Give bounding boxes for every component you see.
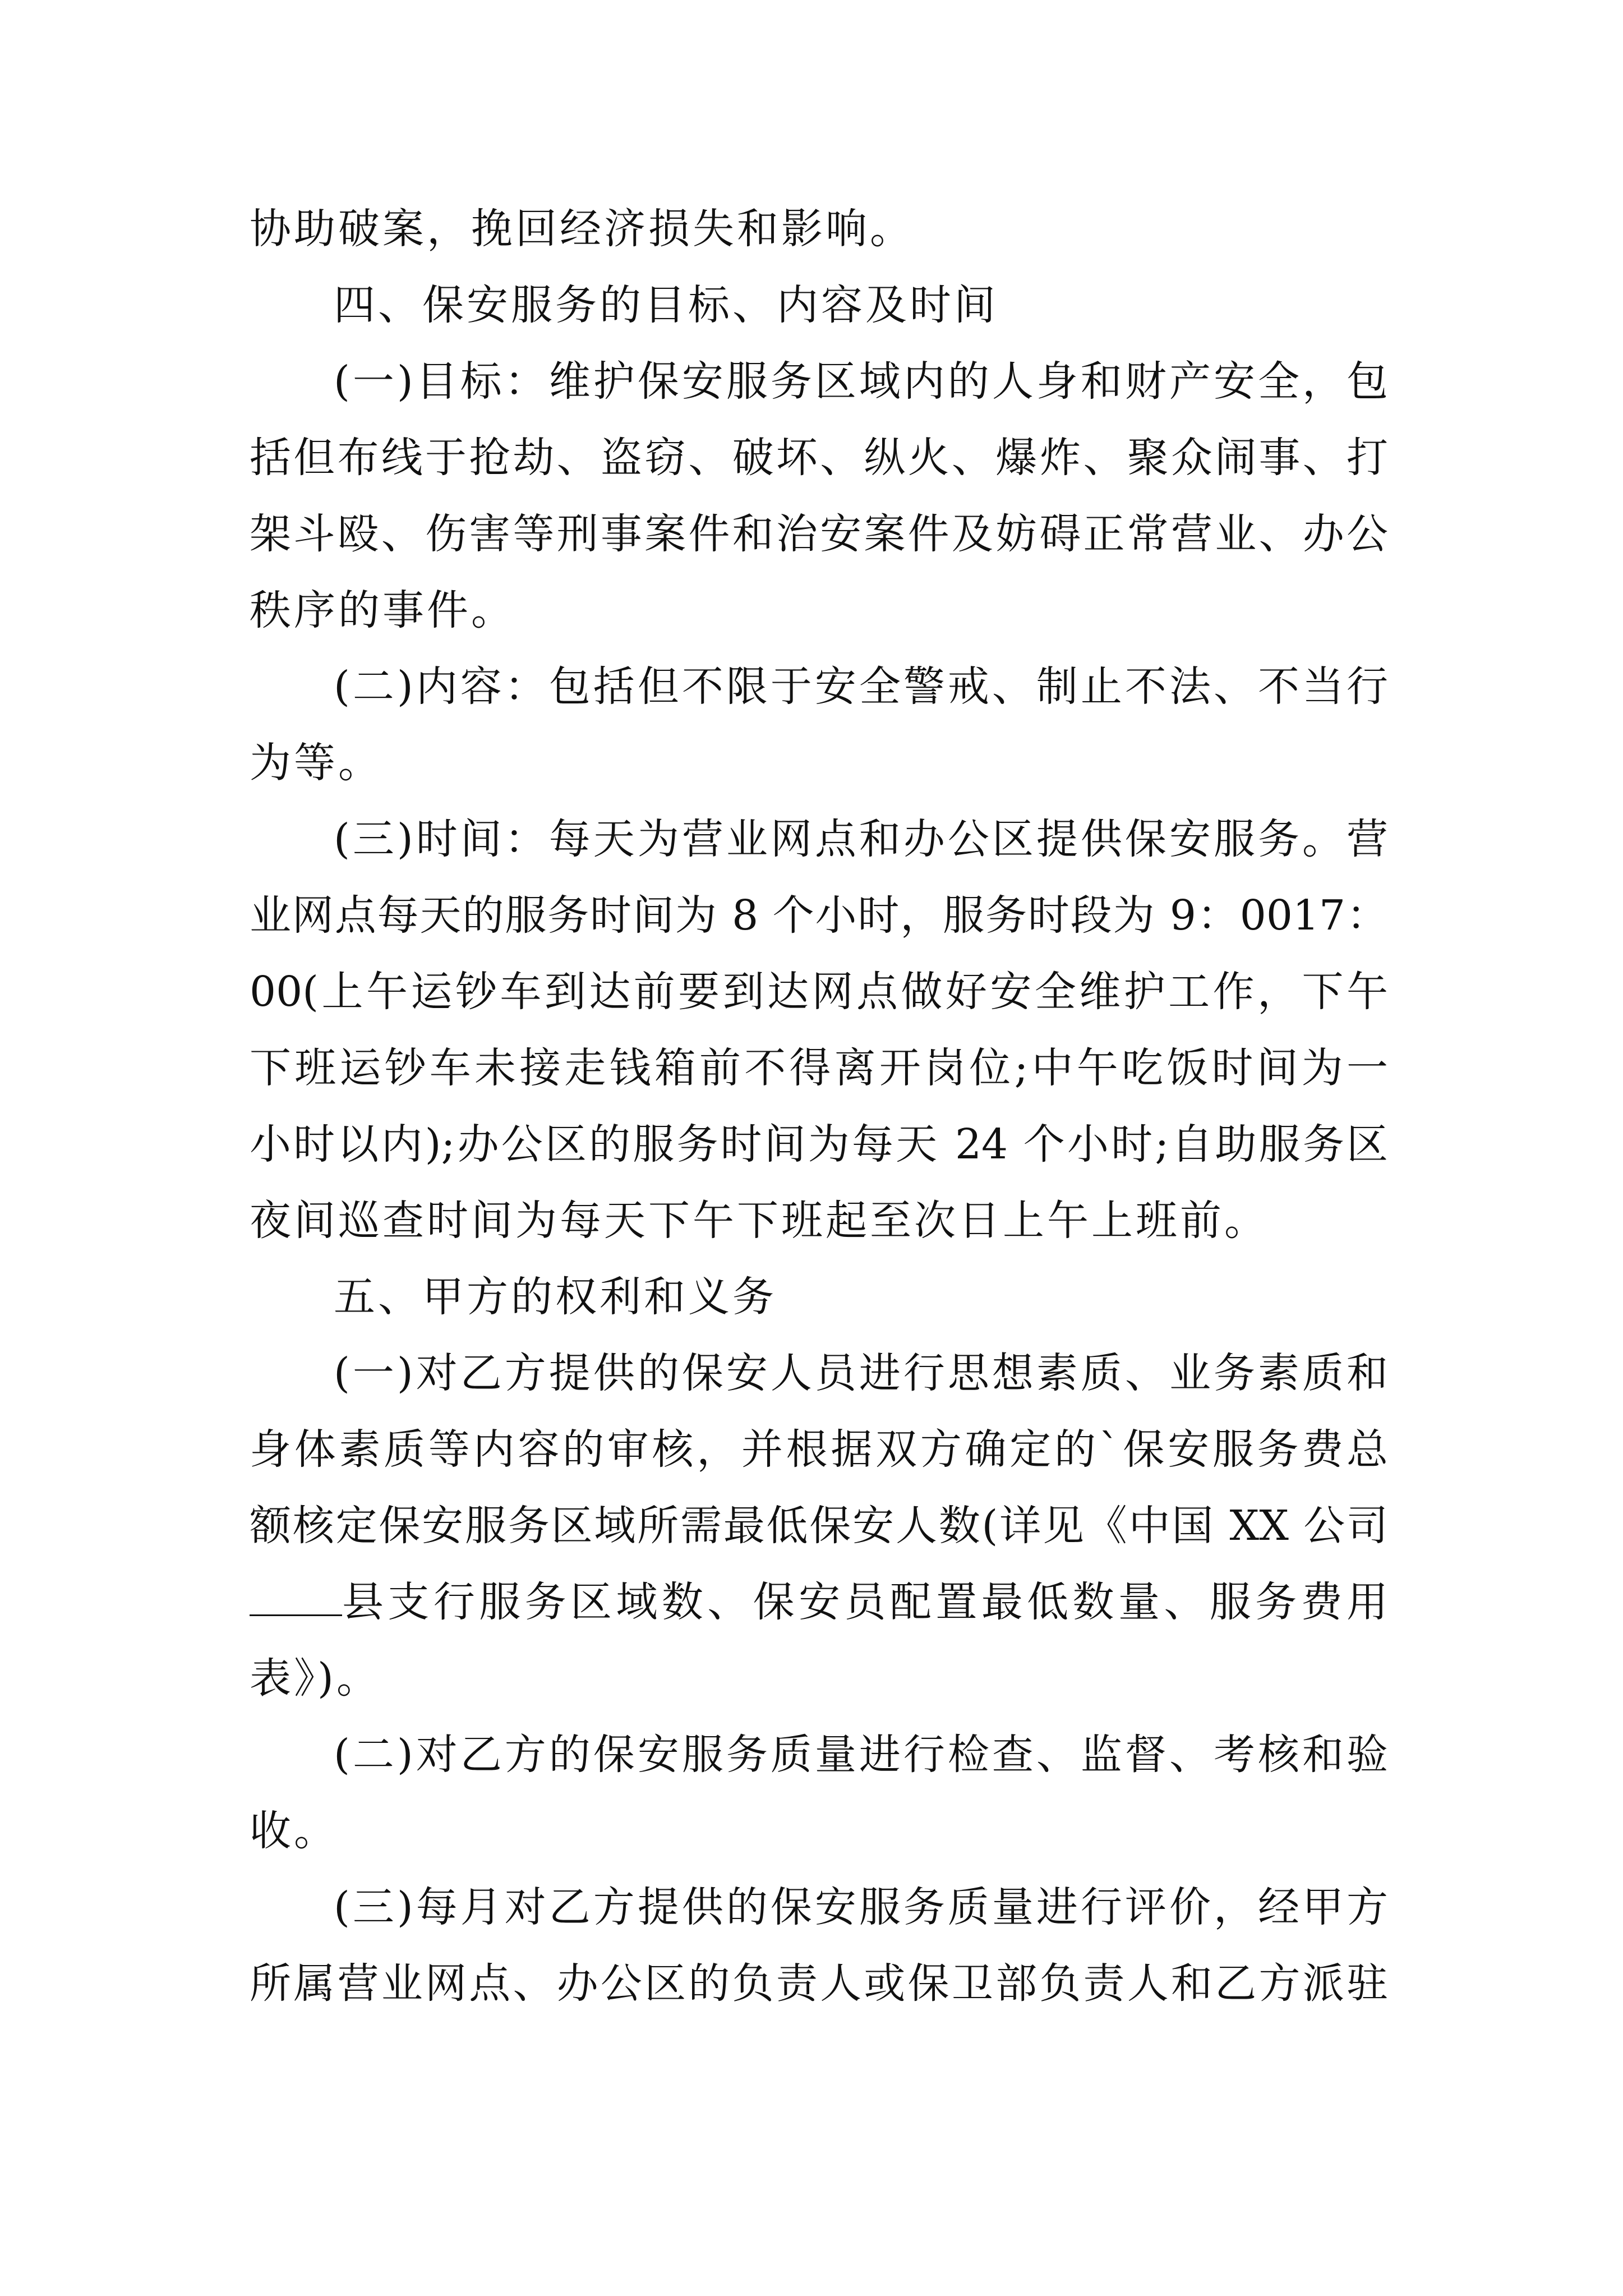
text-line: 小时以内);办公区的服务时间为每天 24 个小时;自助服务区	[250, 1120, 1388, 1168]
text-line: 协助破案，挽回经济损失和影响。	[250, 205, 914, 253]
text-line-with-blank	[250, 1564, 1388, 1640]
text-line: 架斗殴、伤害等刑事案件和治安案件及妨碍正常营业、办公	[250, 510, 1388, 558]
text-line: 秩序的事件。	[250, 586, 515, 634]
text-line: 夜间巡查时间为每天下午下班起至次日上午上班前。	[250, 1197, 1269, 1245]
text-line: (三)每月对乙方提供的保安服务质量进行评价，经甲方	[334, 1883, 1388, 1931]
text-line: (一)对乙方提供的保安人员进行思想素质、业务素质和	[334, 1349, 1388, 1397]
text-line: 为等。	[250, 739, 382, 787]
text-line: (一)目标：维护保安服务区域内的人身和财产安全，包	[334, 357, 1388, 406]
text-line: (二)对乙方的保安服务质量进行检查、监督、考核和验	[334, 1731, 1388, 1779]
text-line: 下班运钞车未接走钱箱前不得离开岗位;中午吃饭时间为一	[250, 1044, 1388, 1092]
text-line: 额核定保安服务区域所需最低保安人数(详见《中国 XX 公司	[250, 1502, 1388, 1550]
text-line: 县支行服务区域数、保安员配置最低数量、服务费用	[342, 1578, 1388, 1626]
text-line: 括但布线于抢劫、盗窃、破坏、纵火、爆炸、聚众闹事、打	[250, 434, 1388, 482]
text-line: 所属营业网点、办公区的负责人或保卫部负责人和乙方派驻	[250, 1959, 1388, 2008]
section-heading: 五、甲方的权利和义务	[334, 1273, 777, 1321]
fill-in-blank	[250, 1581, 342, 1616]
text-line: 收。	[250, 1807, 338, 1855]
text-line: 00(上午运钞车到达前要到达网点做好安全维护工作，下午	[250, 968, 1388, 1016]
text-line: (二)内容：包括但不限于安全警戒、制止不法、不当行	[334, 662, 1388, 711]
document-body	[250, 191, 1388, 2022]
text-line: 表》)。	[250, 1654, 381, 1703]
text-line: (三)时间：每天为营业网点和办公区提供保安服务。营	[334, 815, 1388, 863]
text-line: 业网点每天的服务时间为 8 个小时，服务时段为 9：0017：	[250, 891, 1388, 940]
section-heading: 四、保安服务的目标、内容及时间	[334, 281, 998, 329]
text-line: 身体素质等内容的审核，并根据双方确定的`保安服务费总	[250, 1425, 1388, 1474]
